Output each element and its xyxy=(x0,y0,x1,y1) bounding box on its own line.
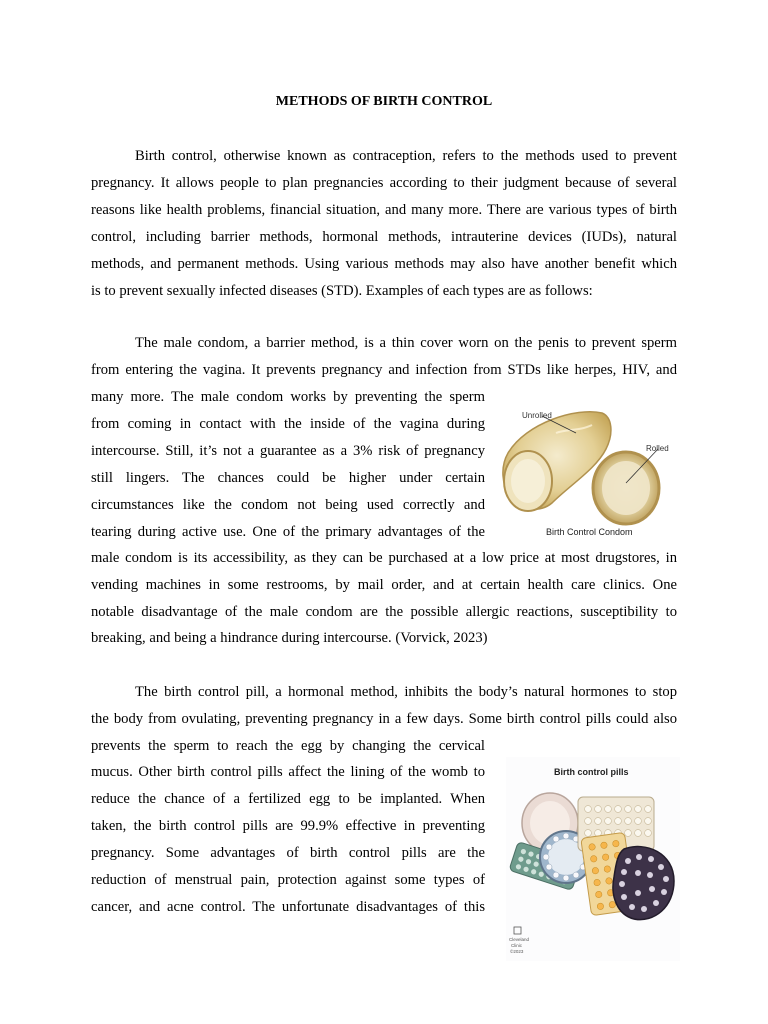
condom-figure xyxy=(496,403,680,541)
paragraph-line: reasons like health problems, financial situation, and many more. There are various types of birth xyxy=(91,202,677,218)
paragraph-line: cancer, and acne control. The unfortunate disadvantages of this xyxy=(91,899,485,915)
pills-credit-line: ©2023 xyxy=(510,949,524,954)
paragraph-line: still lingers. The chances could be higher under certain xyxy=(91,470,485,486)
paragraph-line: vending machines in some restrooms, by mail order, and at certain health care clinics. One xyxy=(91,577,677,593)
paragraph-line: prevents the sperm to reach the egg by changing the cervical xyxy=(91,738,485,754)
paragraph-line: reduction of menstrual pain, protection against some types of xyxy=(91,872,485,888)
paragraph-line: taken, the birth control pills are 99.9% effective in preventing xyxy=(91,818,485,834)
paragraph-line: notable disadvantage of the male condom are the possible allergic reactions, susceptibility to xyxy=(91,604,677,620)
pills-figure-title: Birth control pills xyxy=(554,767,629,777)
paragraph-line: methods, and permanent methods. Using various methods may also have another benefit which xyxy=(91,256,677,272)
paragraph-line: control, including barrier methods, hormonal methods, intrauterine devices (IUDs), natural xyxy=(91,229,677,245)
paragraph-line: mucus. Other birth control pills affect the lining of the womb to xyxy=(91,764,485,780)
paragraph-line: Birth control, otherwise known as contraception, refers to the methods used to prevent xyxy=(135,148,677,164)
paragraph-line: the body from ovulating, preventing pregnancy in a few days. Some birth control pills could also xyxy=(91,711,677,727)
paragraph-line: circumstances like the condom not being used correctly and xyxy=(91,497,485,513)
condom-caption: Birth Control Condom xyxy=(546,527,633,537)
paragraph-line: pregnancy. It allows people to plan pregnancies according to their judgment because of several xyxy=(91,175,677,191)
paragraph-line: pregnancy. Some advantages of birth control pills are the xyxy=(91,845,485,861)
pills-credit-line: Cleveland xyxy=(509,937,530,942)
paragraph-line: reduce the chance of a fertilized egg to be implanted. When xyxy=(91,791,485,807)
paragraph-line: many more. The male condom works by preventing the sperm xyxy=(91,389,485,405)
paragraph-line: The male condom, a barrier method, is a thin cover worn on the penis to prevent sperm xyxy=(135,335,677,351)
paragraph-line: intercourse. Still, it’s not a guarantee as a 3% risk of pregnancy xyxy=(91,443,485,459)
paragraph-line: breaking, and being a hindrance during intercourse. (Vorvick, 2023) xyxy=(91,630,488,646)
paragraph-line: from entering the vagina. It prevents pregnancy and infection from STDs like herpes, HIV, and xyxy=(91,362,677,378)
page-title: METHODS OF BIRTH CONTROL xyxy=(275,94,493,109)
pills-figure xyxy=(506,757,680,961)
pills-credit-line: Clinic xyxy=(511,943,523,948)
rolled-label: Rolled xyxy=(646,444,669,453)
paragraph-line: is to prevent sexually infected diseases (STD). Examples of each types are as follows: xyxy=(91,283,593,299)
condom-illustration xyxy=(496,403,680,541)
paragraph-line: from coming in contact with the inside of the vagina during xyxy=(91,416,485,432)
paragraph-line: The birth control pill, a hormonal method, inhibits the body’s natural hormones to stop xyxy=(135,684,677,700)
paragraph-line: tearing during active use. One of the primary advantages of the xyxy=(91,524,485,540)
pills-illustration xyxy=(506,757,680,961)
unrolled-label: Unrolled xyxy=(522,411,552,420)
paragraph-line: male condom is its accessibility, as they can be purchased at a low price at most drugstores, in xyxy=(91,550,677,566)
